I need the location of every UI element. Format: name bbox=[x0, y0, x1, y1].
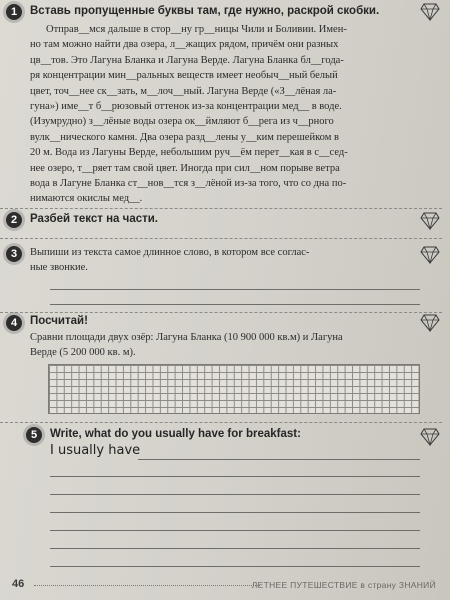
task3-text bbox=[30, 245, 432, 276]
section-divider bbox=[0, 208, 442, 209]
task-number: 4 bbox=[10, 317, 18, 329]
answer-line[interactable] bbox=[50, 512, 420, 513]
diamond-icon bbox=[420, 314, 440, 332]
task-number-badge bbox=[26, 427, 42, 443]
task-number-badge bbox=[6, 4, 22, 20]
text-line: (Изумрудно) з__лёные воды озера ок__ймляют б__рега из ч__рного bbox=[30, 116, 334, 128]
answer-line[interactable] bbox=[50, 476, 420, 477]
answer-line[interactable] bbox=[50, 304, 420, 305]
task1-title: Вставь пропущенные буквы там, где нужно, раскрой скобки. bbox=[30, 5, 380, 17]
answer-line[interactable] bbox=[50, 548, 420, 549]
answer-line[interactable] bbox=[50, 289, 420, 290]
text-line: Сравни площади двух озёр: Лагуна Бланка (10 900 000 кв.м) и Лагуна bbox=[30, 332, 343, 343]
book-title: ЛЕТНЕЕ ПУТЕШЕСТВИЕ в страну ЗНАНИЙ bbox=[251, 580, 436, 590]
task1-text bbox=[30, 22, 432, 207]
task-number: 5 bbox=[30, 429, 38, 441]
text-line: ные звонкие. bbox=[30, 262, 88, 274]
task-number: 3 bbox=[10, 248, 18, 260]
footer-dotted-line bbox=[34, 585, 260, 586]
text-line: но там можно найти два озера, л__жащих рядом, причём они разных bbox=[30, 39, 339, 51]
text-line: вода в Лагуне Бланка ст__нов__тся з__лёной из-за того, что со дна по- bbox=[30, 178, 347, 190]
task5-title: Write, what do you usually have for breakfast: bbox=[50, 428, 301, 440]
diamond-icon bbox=[420, 212, 440, 230]
task4-text bbox=[30, 331, 432, 360]
answer-grid[interactable] bbox=[48, 364, 420, 414]
task-number-badge bbox=[6, 212, 22, 228]
answer-line[interactable] bbox=[50, 530, 420, 531]
task-number: 2 bbox=[10, 214, 18, 226]
page-number: 46 bbox=[12, 578, 25, 590]
section-divider bbox=[0, 312, 442, 313]
answer-line[interactable] bbox=[50, 494, 420, 495]
task-number-badge bbox=[6, 315, 22, 331]
task2-title: Разбей текст на части. bbox=[30, 213, 159, 225]
section-divider bbox=[0, 238, 442, 239]
text-line: цв__тов. Это Лагуна Бланка и Лагуна Верде. Лагуна Бланка бл__года- bbox=[30, 54, 344, 66]
text-line: вулк__нического камня. Два озера разд__лены у__ким перешейком в bbox=[30, 131, 339, 143]
section-divider bbox=[0, 422, 442, 423]
diamond-icon bbox=[420, 428, 440, 446]
diamond-icon bbox=[420, 246, 440, 264]
text-line: нее озеро, т__ряет там свой цвет. Иногда при сил__ном порыве ветра bbox=[30, 162, 340, 174]
text-line: нимаются окислы мед__. bbox=[30, 193, 143, 205]
text-line: цвет, точ__нее ск__зать, м__лоч__ный. Лагуна Верде («З__лёная ла- bbox=[30, 85, 337, 97]
task4-title: Посчитай! bbox=[30, 315, 88, 327]
text-line: гуна») име__т б__рюзовый оттенок из-за концентрации мед__ в воде. bbox=[30, 101, 342, 113]
handwritten-answer: I usually have bbox=[50, 443, 141, 458]
answer-line[interactable] bbox=[50, 566, 420, 567]
task-number: 1 bbox=[10, 6, 18, 18]
answer-line[interactable] bbox=[138, 459, 420, 460]
text-line: ря концентрации мин__ральных веществ имеет необыч__ный белый bbox=[30, 70, 338, 82]
text-line: Верде (5 200 000 кв. м). bbox=[30, 346, 136, 358]
text-line: Отправ__мся дальше в стор__ну гр__ницы Чили и Боливии. Имен- bbox=[46, 24, 347, 35]
diamond-icon bbox=[420, 3, 440, 21]
text-line: 20 м. Вода из Лагуны Верде, небольшим руч__ём перет__кая в с__сед- bbox=[30, 147, 348, 159]
text-line: Выпиши из текста самое длинное слово, в котором все соглас- bbox=[30, 247, 310, 258]
task-number-badge bbox=[6, 246, 22, 262]
